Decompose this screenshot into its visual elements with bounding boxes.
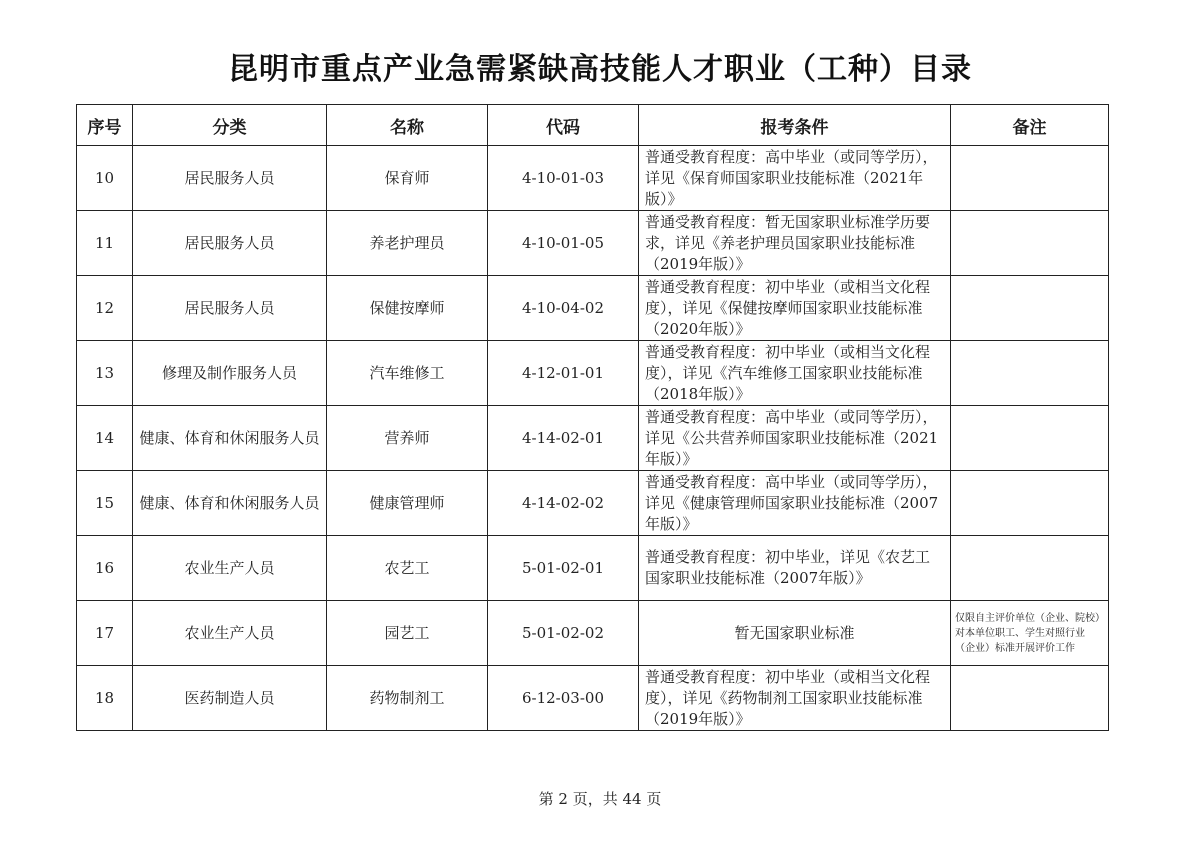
cell-condition: 普通受教育程度：暂无国家职业标准学历要求，详见《养老护理员国家职业技能标准（2019年版）》 bbox=[639, 211, 951, 276]
cell-note: 仅限自主评价单位（企业、院校）对本单位职工、学生对照行业（企业）标准开展评价工作 bbox=[951, 601, 1109, 666]
cell-code: 4-14-02-02 bbox=[488, 471, 639, 536]
cell-category: 农业生产人员 bbox=[133, 536, 327, 601]
cell-code: 5-01-02-02 bbox=[488, 601, 639, 666]
cell-category: 农业生产人员 bbox=[133, 601, 327, 666]
header-note: 备注 bbox=[951, 105, 1109, 146]
table-row bbox=[77, 471, 1109, 536]
cell-category: 医药制造人员 bbox=[133, 666, 327, 731]
cell-category: 健康、体育和休闲服务人员 bbox=[133, 471, 327, 536]
header-code: 代码 bbox=[488, 105, 639, 146]
cell-name: 营养师 bbox=[327, 406, 488, 471]
cell-condition: 暂无国家职业标准 bbox=[639, 601, 951, 666]
cell-condition: 普通受教育程度：初中毕业（或相当文化程度），详见《保健按摩师国家职业技能标准（2020年版）》 bbox=[639, 276, 951, 341]
cell-code: 4-10-04-02 bbox=[488, 276, 639, 341]
occupation-catalog-table bbox=[76, 104, 1109, 731]
table-row bbox=[77, 406, 1109, 471]
cell-category: 居民服务人员 bbox=[133, 146, 327, 211]
cell-code: 5-01-02-01 bbox=[488, 536, 639, 601]
cell-condition: 普通受教育程度：初中毕业，详见《农艺工国家职业技能标准（2007年版）》 bbox=[639, 536, 951, 601]
cell-no: 18 bbox=[77, 666, 133, 731]
table-row bbox=[77, 536, 1109, 601]
cell-name: 园艺工 bbox=[327, 601, 488, 666]
cell-note bbox=[951, 276, 1109, 341]
header-name: 名称 bbox=[327, 105, 488, 146]
cell-no: 14 bbox=[77, 406, 133, 471]
cell-code: 6-12-03-00 bbox=[488, 666, 639, 731]
table-row bbox=[77, 666, 1109, 731]
table-row bbox=[77, 211, 1109, 276]
cell-code: 4-10-01-05 bbox=[488, 211, 639, 276]
header-condition: 报考条件 bbox=[639, 105, 951, 146]
cell-condition: 普通受教育程度：初中毕业（或相当文化程度），详见《药物制剂工国家职业技能标准（2019年版）》 bbox=[639, 666, 951, 731]
cell-name: 农艺工 bbox=[327, 536, 488, 601]
cell-name: 药物制剂工 bbox=[327, 666, 488, 731]
cell-condition: 普通受教育程度：高中毕业（或同等学历），详见《健康管理师国家职业技能标准（2007年版）》 bbox=[639, 471, 951, 536]
cell-note bbox=[951, 341, 1109, 406]
cell-no: 11 bbox=[77, 211, 133, 276]
cell-note bbox=[951, 406, 1109, 471]
cell-condition: 普通受教育程度：高中毕业（或同等学历），详见《公共营养师国家职业技能标准（2021年版）》 bbox=[639, 406, 951, 471]
cell-code: 4-10-01-03 bbox=[488, 146, 639, 211]
cell-note bbox=[951, 666, 1109, 731]
cell-no: 15 bbox=[77, 471, 133, 536]
cell-name: 保育师 bbox=[327, 146, 488, 211]
cell-name: 健康管理师 bbox=[327, 471, 488, 536]
page-number-footer: 第 2 页，共 44 页 bbox=[538, 790, 662, 808]
header-category: 分类 bbox=[133, 105, 327, 146]
cell-no: 16 bbox=[77, 536, 133, 601]
cell-condition: 普通受教育程度：高中毕业（或同等学历），详见《保育师国家职业技能标准（2021年版）》 bbox=[639, 146, 951, 211]
cell-category: 修理及制作服务人员 bbox=[133, 341, 327, 406]
cell-category: 居民服务人员 bbox=[133, 276, 327, 341]
table-row bbox=[77, 601, 1109, 666]
cell-condition: 普通受教育程度：初中毕业（或相当文化程度），详见《汽车维修工国家职业技能标准（2018年版）》 bbox=[639, 341, 951, 406]
table-row bbox=[77, 146, 1109, 211]
cell-name: 养老护理员 bbox=[327, 211, 488, 276]
table-header-row bbox=[77, 105, 1109, 146]
cell-code: 4-14-02-01 bbox=[488, 406, 639, 471]
cell-category: 健康、体育和休闲服务人员 bbox=[133, 406, 327, 471]
cell-name: 汽车维修工 bbox=[327, 341, 488, 406]
cell-category: 居民服务人员 bbox=[133, 211, 327, 276]
header-no: 序号 bbox=[77, 105, 133, 146]
cell-no: 12 bbox=[77, 276, 133, 341]
table-row bbox=[77, 276, 1109, 341]
table-row bbox=[77, 341, 1109, 406]
cell-no: 17 bbox=[77, 601, 133, 666]
cell-note bbox=[951, 211, 1109, 276]
cell-note bbox=[951, 471, 1109, 536]
cell-code: 4-12-01-01 bbox=[488, 341, 639, 406]
cell-note bbox=[951, 146, 1109, 211]
page-title: 昆明市重点产业急需紧缺高技能人才职业（工种）目录 bbox=[228, 52, 972, 87]
cell-note bbox=[951, 536, 1109, 601]
cell-name: 保健按摩师 bbox=[327, 276, 488, 341]
cell-no: 10 bbox=[77, 146, 133, 211]
cell-no: 13 bbox=[77, 341, 133, 406]
